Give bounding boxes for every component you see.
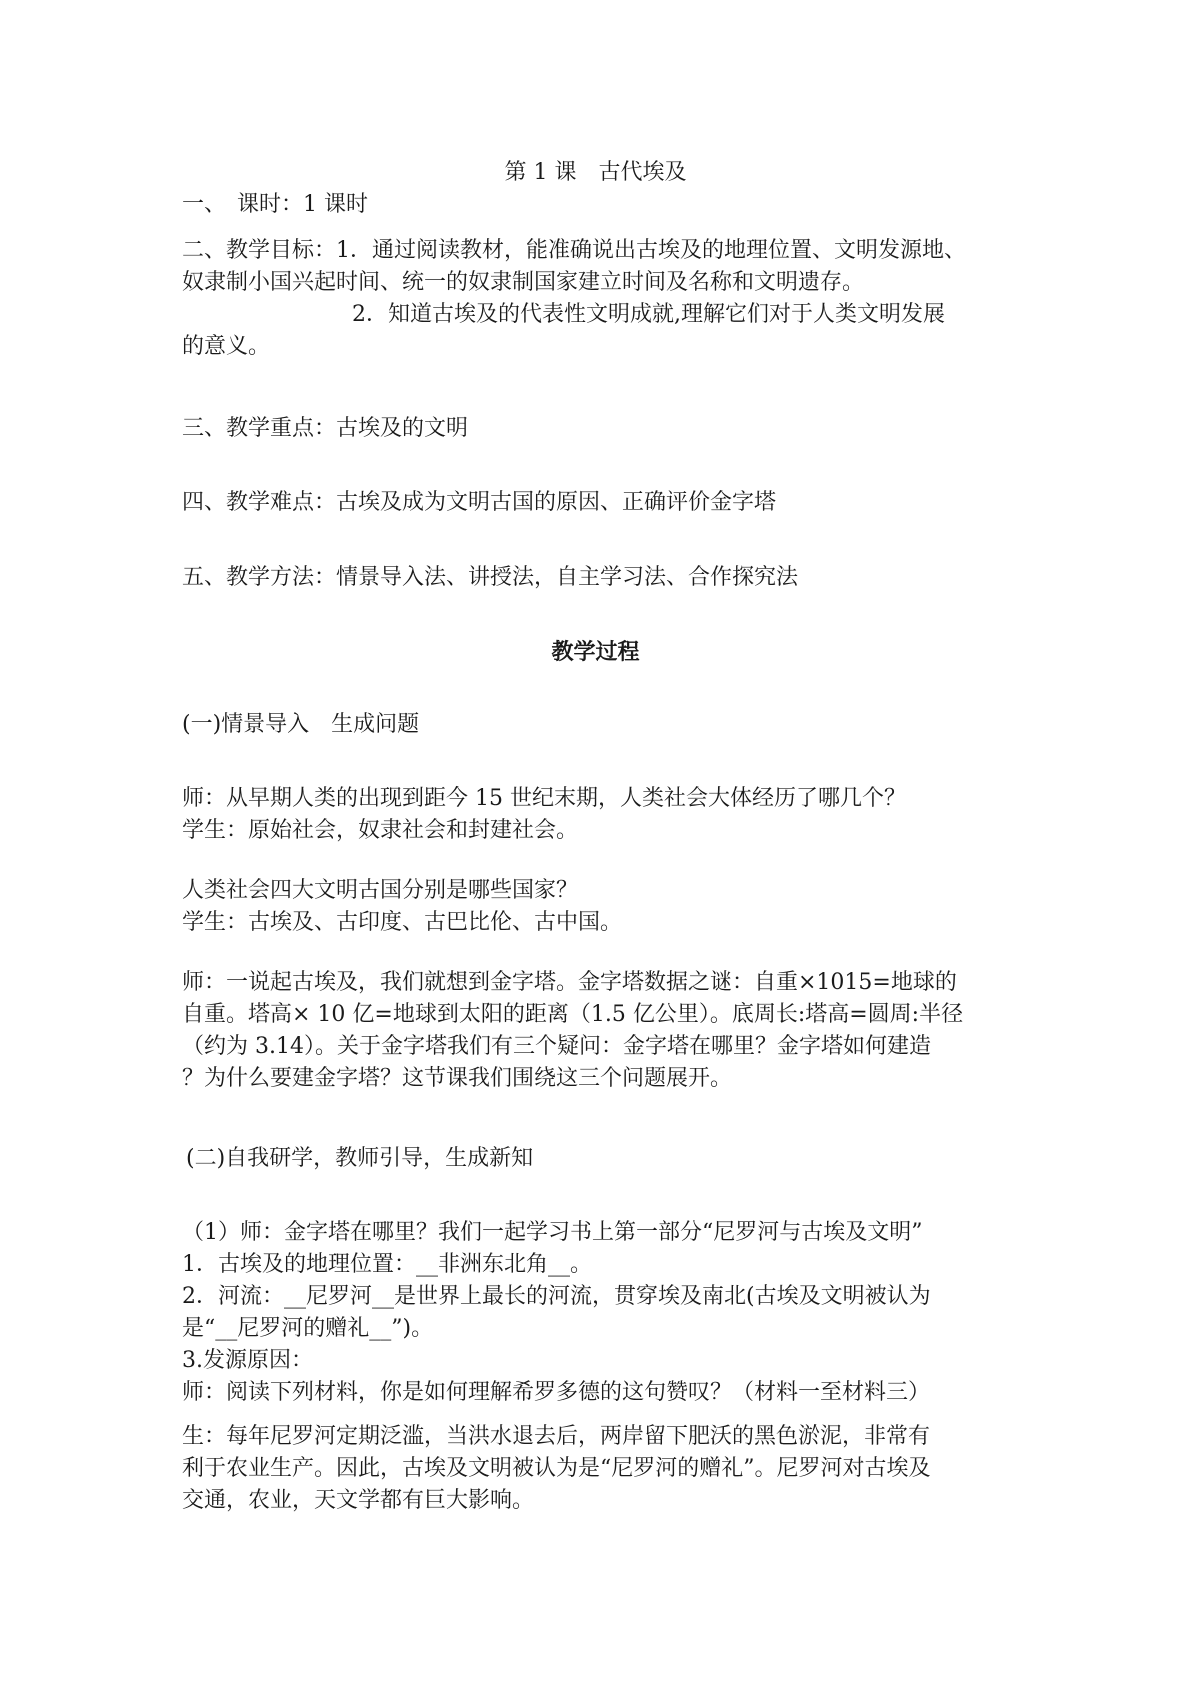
paragraph-line: 自重。塔高× 10 亿=地球到太阳的距离（1.5 亿公里）。底周长:塔高=圆周:半径 xyxy=(182,1002,964,1027)
list-item: 是“__尼罗河的赠礼__”)。 xyxy=(182,1316,434,1341)
paragraph-line: 师：一说起古埃及，我们就想到金字塔。金字塔数据之谜：自重×1015=地球的 xyxy=(182,970,957,995)
list-item: 2．河流：__尼罗河__是世界上最长的河流，贯穿埃及南北(古埃及文明被认为 xyxy=(182,1284,931,1309)
paragraph-line: 交通，农业，天文学都有巨大影响。 xyxy=(182,1488,535,1513)
objectives-line-4: 的意义。 xyxy=(182,334,271,359)
paragraph-line: （约为 3.14）。关于金字塔我们有三个疑问：金字塔在哪里？金字塔如何建造 xyxy=(182,1034,931,1059)
paragraph-line: 师：从早期人类的出现到距今 15 世纪末期，人类社会大体经历了哪几个？ xyxy=(182,786,906,811)
objectives-line-3: 2．知道古埃及的代表性文明成就,理解它们对于人类文明发展 xyxy=(352,302,945,327)
objectives-line-2: 奴隶制小国兴起时间、统一的奴隶制国家建立时间及名称和文明遗存。 xyxy=(182,270,865,295)
section-one-heading: (一)情景导入 生成问题 xyxy=(182,712,420,737)
process-heading: 教学过程 xyxy=(551,640,640,665)
paragraph-line: 利于农业生产。因此，古埃及文明被认为是“尼罗河的赠礼”。尼罗河对古埃及 xyxy=(182,1456,931,1481)
paragraph-line: 学生：古埃及、古印度、古巴比伦、古中国。 xyxy=(182,910,623,935)
paragraph-line: （1）师：金字塔在哪里？我们一起学习书上第一部分“尼罗河与古埃及文明” xyxy=(182,1220,923,1245)
key-points: 三、教学重点：古埃及的文明 xyxy=(182,416,469,441)
lesson-title: 第 1 课 古代埃及 xyxy=(504,160,687,185)
list-item: 1．古埃及的地理位置：__非洲东北角__。 xyxy=(182,1252,592,1277)
list-item: 3.发源原因： xyxy=(182,1348,313,1373)
section-two-heading: (二)自我研学，教师引导，生成新知 xyxy=(186,1146,534,1171)
paragraph-line: 学生：原始社会，奴隶社会和封建社会。 xyxy=(182,818,579,843)
objectives-line-1: 二、教学目标：1．通过阅读教材，能准确说出古埃及的地理位置、文明发源地、 xyxy=(182,238,966,263)
paragraph-line: ？为什么要建金字塔？这节课我们围绕这三个问题展开。 xyxy=(182,1066,733,1091)
class-hours: 一、 课时：1 课时 xyxy=(182,192,368,217)
teaching-methods: 五、教学方法：情景导入法、讲授法，自主学习法、合作探究法 xyxy=(182,565,799,590)
paragraph-line: 生：每年尼罗河定期泛滥，当洪水退去后，两岸留下肥沃的黑色淤泥，非常有 xyxy=(182,1424,931,1449)
paragraph-line: 人类社会四大文明古国分别是哪些国家？ xyxy=(182,878,579,903)
paragraph-line: 师：阅读下列材料，你是如何理解希罗多德的这句赞叹？（材料一至材料三） xyxy=(182,1380,931,1405)
difficult-points: 四、教学难点：古埃及成为文明古国的原因、正确评价金字塔 xyxy=(182,490,777,515)
